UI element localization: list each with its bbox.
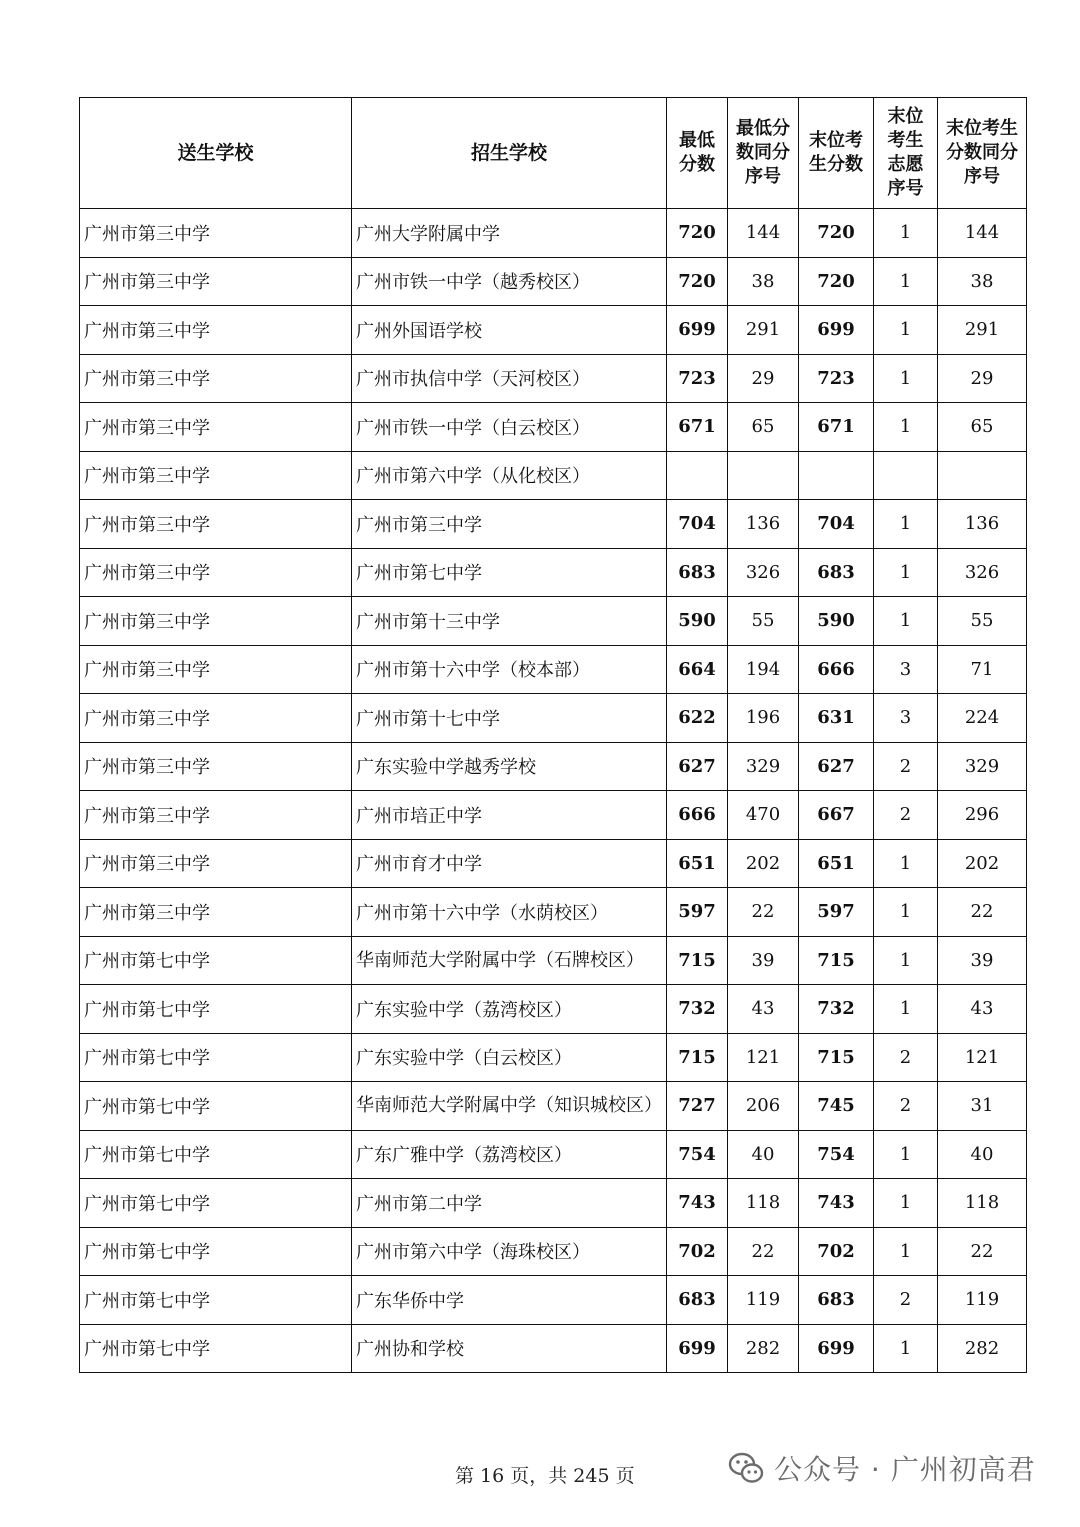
header-line: 数同分 xyxy=(736,142,790,163)
cell-last-choice-no: 2 xyxy=(874,1082,938,1131)
cell-last-score: 590 xyxy=(799,597,874,646)
cell-min-score: 754 xyxy=(667,1130,728,1179)
cell-min-score-rank: 39 xyxy=(728,936,799,985)
cell-min-score: 683 xyxy=(667,548,728,597)
header-enrolling-school: 招生学校 xyxy=(352,98,667,209)
cell-last-score: 597 xyxy=(799,888,874,937)
cell-last-choice-no: 1 xyxy=(874,597,938,646)
cell-sending-school: 广州市第七中学 xyxy=(80,1324,352,1373)
wechat-icon xyxy=(728,1450,764,1486)
cell-min-score-rank: 196 xyxy=(728,694,799,743)
cell-min-score: 715 xyxy=(667,936,728,985)
cell-min-score: 699 xyxy=(667,306,728,355)
cell-last-choice-no: 1 xyxy=(874,403,938,452)
table-row xyxy=(80,1130,1027,1179)
cell-min-score-rank: 121 xyxy=(728,1033,799,1082)
cell-last-score-rank: 119 xyxy=(938,1276,1027,1325)
cell-sending-school: 广州市第三中学 xyxy=(80,791,352,840)
table-row xyxy=(80,1179,1027,1228)
cell-last-choice-no: 1 xyxy=(874,306,938,355)
cell-last-choice-no: 1 xyxy=(874,500,938,549)
cell-sending-school: 广州市第七中学 xyxy=(80,1227,352,1276)
table-row xyxy=(80,694,1027,743)
cell-last-score: 732 xyxy=(799,985,874,1034)
cell-last-score-rank: 118 xyxy=(938,1179,1027,1228)
table-row xyxy=(80,888,1027,937)
cell-last-score-rank: 282 xyxy=(938,1324,1027,1373)
cell-last-score: 704 xyxy=(799,500,874,549)
cell-last-choice-no: 2 xyxy=(874,1033,938,1082)
cell-last-score: 667 xyxy=(799,791,874,840)
header-sending-school: 送生学校 xyxy=(80,98,352,209)
cell-enrolling-school: 广州市培正中学 xyxy=(352,791,667,840)
cell-last-score-rank: 38 xyxy=(938,257,1027,306)
cell-min-score: 666 xyxy=(667,791,728,840)
table-row xyxy=(80,548,1027,597)
table-row xyxy=(80,597,1027,646)
cell-last-score-rank: 65 xyxy=(938,403,1027,452)
cell-min-score-rank: 144 xyxy=(728,209,799,258)
cell-sending-school: 广州市第七中学 xyxy=(80,1276,352,1325)
cell-sending-school: 广州市第七中学 xyxy=(80,1179,352,1228)
table-row xyxy=(80,1324,1027,1373)
cell-min-score: 715 xyxy=(667,1033,728,1082)
cell-last-choice-no: 1 xyxy=(874,839,938,888)
cell-sending-school: 广州市第三中学 xyxy=(80,888,352,937)
page-number: 第 16 页，共 245 页 xyxy=(455,1465,635,1487)
cell-sending-school: 广州市第三中学 xyxy=(80,306,352,355)
cell-min-score-rank: 55 xyxy=(728,597,799,646)
cell-last-choice-no: 1 xyxy=(874,548,938,597)
cell-last-score-rank: 121 xyxy=(938,1033,1027,1082)
cell-last-score-rank: 39 xyxy=(938,936,1027,985)
cell-last-score-rank: 136 xyxy=(938,500,1027,549)
cell-min-score-rank: 22 xyxy=(728,888,799,937)
header-min-score-rank xyxy=(728,98,799,209)
cell-min-score-rank: 136 xyxy=(728,500,799,549)
cell-min-score-rank: 22 xyxy=(728,1227,799,1276)
cell-enrolling-school: 广州市第十三中学 xyxy=(352,597,667,646)
cell-last-choice-no: 2 xyxy=(874,791,938,840)
table-row xyxy=(80,209,1027,258)
table-row xyxy=(80,1033,1027,1082)
header-min-score xyxy=(667,98,728,209)
cell-min-score-rank: 470 xyxy=(728,791,799,840)
cell-min-score: 699 xyxy=(667,1324,728,1373)
cell-last-score-rank: 40 xyxy=(938,1130,1027,1179)
cell-last-score-rank: 31 xyxy=(938,1082,1027,1131)
cell-last-score: 715 xyxy=(799,936,874,985)
cell-last-score-rank: 326 xyxy=(938,548,1027,597)
cell-enrolling-school: 广东实验中学（荔湾校区） xyxy=(352,985,667,1034)
cell-last-score-rank: 224 xyxy=(938,694,1027,743)
cell-sending-school: 广州市第七中学 xyxy=(80,1082,352,1131)
cell-sending-school: 广州市第三中学 xyxy=(80,742,352,791)
cell-last-score: 743 xyxy=(799,1179,874,1228)
cell-sending-school: 广州市第三中学 xyxy=(80,209,352,258)
watermark xyxy=(728,1448,1036,1488)
header-line: 末位考 xyxy=(809,130,863,151)
table-row xyxy=(80,839,1027,888)
cell-last-score-rank: 22 xyxy=(938,1227,1027,1276)
table-row xyxy=(80,1276,1027,1325)
cell-last-score xyxy=(799,451,874,500)
cell-min-score: 723 xyxy=(667,354,728,403)
header-line: 最低 xyxy=(679,130,715,151)
cell-min-score-rank: 206 xyxy=(728,1082,799,1131)
cell-enrolling-school: 广州市第三中学 xyxy=(352,500,667,549)
cell-min-score: 720 xyxy=(667,209,728,258)
cell-enrolling-school: 广州市第七中学 xyxy=(352,548,667,597)
cell-last-choice-no: 1 xyxy=(874,1324,938,1373)
cell-enrolling-school: 华南师范大学附属中学（石牌校区） xyxy=(352,936,667,985)
header-line: 末位 xyxy=(887,106,924,127)
cell-min-score-rank: 194 xyxy=(728,645,799,694)
header-line: 序号 xyxy=(964,166,1000,187)
cell-last-score-rank: 55 xyxy=(938,597,1027,646)
cell-min-score-rank: 329 xyxy=(728,742,799,791)
cell-last-score-rank: 71 xyxy=(938,645,1027,694)
cell-last-score: 723 xyxy=(799,354,874,403)
table-row xyxy=(80,645,1027,694)
header-line: 最低分 xyxy=(736,118,790,139)
cell-sending-school: 广州市第七中学 xyxy=(80,1130,352,1179)
cell-last-score: 720 xyxy=(799,209,874,258)
cell-last-score: 715 xyxy=(799,1033,874,1082)
cell-last-choice-no: 2 xyxy=(874,742,938,791)
header-line: 分数 xyxy=(679,154,715,175)
cell-last-score: 627 xyxy=(799,742,874,791)
cell-min-score-rank: 326 xyxy=(728,548,799,597)
table-row xyxy=(80,1082,1027,1131)
cell-enrolling-school: 广州大学附属中学 xyxy=(352,209,667,258)
cell-sending-school: 广州市第三中学 xyxy=(80,548,352,597)
cell-enrolling-school: 华南师范大学附属中学（知识城校区） xyxy=(352,1082,667,1131)
cell-last-choice-no: 1 xyxy=(874,1179,938,1228)
header-last-score xyxy=(799,98,874,209)
watermark-text: 公众号 · 广州初高君 xyxy=(774,1453,1036,1486)
table-body xyxy=(80,209,1027,1373)
header-line: 志愿 xyxy=(887,154,924,175)
table-row xyxy=(80,985,1027,1034)
header-last-score-rank xyxy=(938,98,1027,209)
cell-last-choice-no: 1 xyxy=(874,257,938,306)
cell-sending-school: 广州市第三中学 xyxy=(80,500,352,549)
cell-enrolling-school: 广州外国语学校 xyxy=(352,306,667,355)
cell-enrolling-school: 广州市铁一中学（越秀校区） xyxy=(352,257,667,306)
cell-last-score-rank: 296 xyxy=(938,791,1027,840)
cell-min-score-rank: 202 xyxy=(728,839,799,888)
table-row xyxy=(80,451,1027,500)
cell-sending-school: 广州市第七中学 xyxy=(80,936,352,985)
table-row xyxy=(80,257,1027,306)
cell-enrolling-school: 广州市第十六中学（校本部） xyxy=(352,645,667,694)
table-header-row xyxy=(80,98,1027,209)
cell-last-score-rank: 22 xyxy=(938,888,1027,937)
cell-last-choice-no: 1 xyxy=(874,985,938,1034)
cell-min-score-rank: 40 xyxy=(728,1130,799,1179)
cell-enrolling-school: 广东实验中学（白云校区） xyxy=(352,1033,667,1082)
cell-enrolling-school: 广州市第二中学 xyxy=(352,1179,667,1228)
cell-last-choice-no xyxy=(874,451,938,500)
table-row xyxy=(80,1227,1027,1276)
cell-enrolling-school: 广东广雅中学（荔湾校区） xyxy=(352,1130,667,1179)
cell-min-score: 651 xyxy=(667,839,728,888)
cell-min-score: 683 xyxy=(667,1276,728,1325)
header-line: 分数同分 xyxy=(946,142,1018,163)
cell-min-score: 622 xyxy=(667,694,728,743)
cell-last-score-rank: 291 xyxy=(938,306,1027,355)
cell-min-score-rank: 119 xyxy=(728,1276,799,1325)
cell-enrolling-school: 广州市第六中学（从化校区） xyxy=(352,451,667,500)
cell-enrolling-school: 广东华侨中学 xyxy=(352,1276,667,1325)
cell-last-choice-no: 1 xyxy=(874,888,938,937)
cell-last-score: 699 xyxy=(799,1324,874,1373)
table-row xyxy=(80,403,1027,452)
table-row xyxy=(80,500,1027,549)
table-row xyxy=(80,936,1027,985)
table-row xyxy=(80,791,1027,840)
cell-last-score: 683 xyxy=(799,1276,874,1325)
admission-score-table xyxy=(79,97,1027,1373)
cell-sending-school: 广州市第七中学 xyxy=(80,985,352,1034)
cell-last-score-rank: 144 xyxy=(938,209,1027,258)
cell-min-score-rank: 43 xyxy=(728,985,799,1034)
cell-min-score xyxy=(667,451,728,500)
cell-min-score: 590 xyxy=(667,597,728,646)
cell-last-score-rank: 43 xyxy=(938,985,1027,1034)
cell-min-score: 671 xyxy=(667,403,728,452)
cell-min-score: 627 xyxy=(667,742,728,791)
cell-last-score: 720 xyxy=(799,257,874,306)
table-row xyxy=(80,354,1027,403)
cell-enrolling-school: 广州市执信中学（天河校区） xyxy=(352,354,667,403)
cell-enrolling-school: 广州市铁一中学（白云校区） xyxy=(352,403,667,452)
cell-sending-school: 广州市第三中学 xyxy=(80,354,352,403)
cell-min-score: 743 xyxy=(667,1179,728,1228)
header-line: 序号 xyxy=(745,166,781,187)
cell-sending-school: 广州市第三中学 xyxy=(80,839,352,888)
cell-enrolling-school: 广州市第十六中学（水荫校区） xyxy=(352,888,667,937)
cell-last-choice-no: 2 xyxy=(874,1276,938,1325)
cell-enrolling-school: 广州市第六中学（海珠校区） xyxy=(352,1227,667,1276)
cell-last-choice-no: 1 xyxy=(874,936,938,985)
header-line: 序号 xyxy=(887,178,924,199)
cell-sending-school: 广州市第三中学 xyxy=(80,451,352,500)
cell-enrolling-school: 广州市育才中学 xyxy=(352,839,667,888)
header-last-choice-no xyxy=(874,98,938,209)
cell-last-score: 699 xyxy=(799,306,874,355)
cell-last-score: 631 xyxy=(799,694,874,743)
cell-last-score-rank: 329 xyxy=(938,742,1027,791)
cell-last-score: 745 xyxy=(799,1082,874,1131)
cell-last-choice-no: 3 xyxy=(874,694,938,743)
cell-min-score-rank: 282 xyxy=(728,1324,799,1373)
header-line: 考生 xyxy=(887,130,924,151)
cell-min-score: 597 xyxy=(667,888,728,937)
cell-sending-school: 广州市第三中学 xyxy=(80,597,352,646)
cell-min-score-rank: 29 xyxy=(728,354,799,403)
cell-sending-school: 广州市第七中学 xyxy=(80,1033,352,1082)
cell-min-score-rank: 291 xyxy=(728,306,799,355)
cell-sending-school: 广州市第三中学 xyxy=(80,403,352,452)
header-line: 生分数 xyxy=(809,154,863,175)
cell-min-score: 704 xyxy=(667,500,728,549)
cell-enrolling-school: 广东实验中学越秀学校 xyxy=(352,742,667,791)
cell-last-score-rank: 29 xyxy=(938,354,1027,403)
cell-last-score: 666 xyxy=(799,645,874,694)
cell-last-choice-no: 1 xyxy=(874,1130,938,1179)
cell-sending-school: 广州市第三中学 xyxy=(80,257,352,306)
cell-last-score: 651 xyxy=(799,839,874,888)
cell-last-score: 671 xyxy=(799,403,874,452)
cell-last-score-rank xyxy=(938,451,1027,500)
cell-min-score-rank: 65 xyxy=(728,403,799,452)
cell-enrolling-school: 广州协和学校 xyxy=(352,1324,667,1373)
cell-last-score-rank: 202 xyxy=(938,839,1027,888)
header-line: 末位考生 xyxy=(946,118,1018,139)
cell-last-score: 683 xyxy=(799,548,874,597)
cell-min-score: 664 xyxy=(667,645,728,694)
cell-last-choice-no: 3 xyxy=(874,645,938,694)
cell-last-score: 702 xyxy=(799,1227,874,1276)
cell-last-choice-no: 1 xyxy=(874,1227,938,1276)
cell-min-score-rank xyxy=(728,451,799,500)
cell-last-choice-no: 1 xyxy=(874,354,938,403)
cell-min-score: 720 xyxy=(667,257,728,306)
cell-last-choice-no: 1 xyxy=(874,209,938,258)
cell-sending-school: 广州市第三中学 xyxy=(80,645,352,694)
cell-min-score-rank: 38 xyxy=(728,257,799,306)
cell-enrolling-school: 广州市第十七中学 xyxy=(352,694,667,743)
cell-min-score: 732 xyxy=(667,985,728,1034)
table-row xyxy=(80,306,1027,355)
cell-min-score: 702 xyxy=(667,1227,728,1276)
cell-min-score-rank: 118 xyxy=(728,1179,799,1228)
cell-min-score: 727 xyxy=(667,1082,728,1131)
table-row xyxy=(80,742,1027,791)
cell-last-score: 754 xyxy=(799,1130,874,1179)
cell-sending-school: 广州市第三中学 xyxy=(80,694,352,743)
